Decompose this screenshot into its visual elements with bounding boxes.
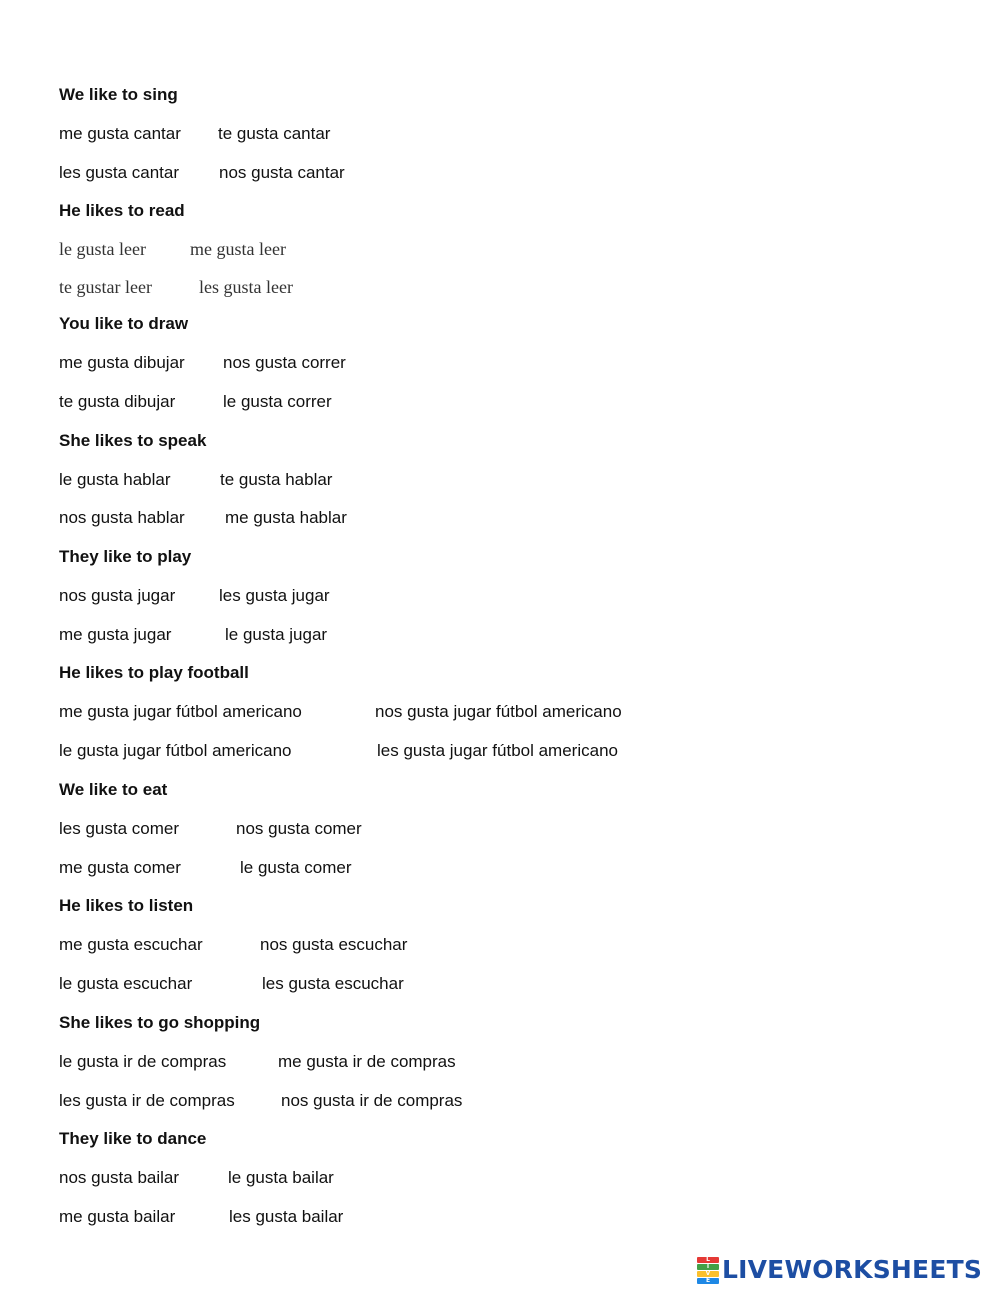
answer-option[interactable]: nos gusta escuchar	[260, 935, 408, 954]
answer-option[interactable]: nos gusta correr	[223, 353, 346, 372]
logo-block: V	[697, 1271, 719, 1277]
answer-option[interactable]: nos gusta jugar	[59, 586, 176, 605]
logo-block: L	[697, 1257, 719, 1263]
answer-option[interactable]: me gusta escuchar	[59, 935, 203, 954]
exercise-heading: She likes to go shopping	[59, 1013, 261, 1032]
liveworksheets-logo	[697, 1256, 982, 1284]
answer-option[interactable]: me gusta hablar	[225, 508, 347, 527]
answer-option[interactable]: nos gusta ir de compras	[281, 1091, 463, 1110]
exercise-heading: He likes to play football	[59, 663, 249, 682]
answer-option[interactable]: me gusta dibujar	[59, 353, 185, 372]
answer-option[interactable]: les gusta ir de compras	[59, 1091, 235, 1110]
logo-block: I	[697, 1264, 719, 1270]
answer-option[interactable]: me gusta jugar	[59, 625, 172, 644]
answer-option[interactable]: nos gusta comer	[236, 819, 362, 838]
exercise-heading: She likes to speak	[59, 431, 207, 450]
logo-blocks-icon	[697, 1257, 719, 1283]
answer-option[interactable]: les gusta comer	[59, 819, 179, 838]
answer-option[interactable]: le gusta correr	[223, 392, 332, 411]
answer-option[interactable]: me gusta leer	[190, 239, 286, 259]
answer-option[interactable]: nos gusta cantar	[219, 163, 345, 182]
answer-option[interactable]: te gustar leer	[59, 277, 152, 297]
answer-option[interactable]: nos gusta hablar	[59, 508, 185, 527]
answer-option[interactable]: te gusta cantar	[218, 124, 331, 143]
answer-option[interactable]: le gusta jugar fútbol americano	[59, 741, 292, 760]
answer-option[interactable]: le gusta jugar	[225, 625, 328, 644]
answer-option[interactable]: les gusta bailar	[229, 1207, 344, 1226]
answer-option[interactable]: les gusta cantar	[59, 163, 180, 182]
answer-option[interactable]: le gusta escuchar	[59, 974, 193, 993]
exercise-heading: They like to dance	[59, 1129, 207, 1148]
answer-option[interactable]: les gusta leer	[199, 277, 293, 297]
answer-option[interactable]: me gusta bailar	[59, 1207, 176, 1226]
exercise-heading: You like to draw	[59, 314, 189, 333]
exercise-heading: We like to sing	[59, 85, 178, 104]
answer-option[interactable]: te gusta hablar	[220, 470, 333, 489]
answer-option[interactable]: nos gusta jugar fútbol americano	[375, 702, 622, 721]
answer-option[interactable]: le gusta leer	[59, 239, 146, 259]
answer-option[interactable]: les gusta jugar fútbol americano	[377, 741, 618, 760]
answer-option[interactable]: les gusta escuchar	[262, 974, 404, 993]
answer-option[interactable]: me gusta comer	[59, 858, 181, 877]
answer-option[interactable]: me gusta jugar fútbol americano	[59, 702, 302, 721]
exercise-heading: He likes to listen	[59, 896, 194, 915]
answer-option[interactable]: le gusta hablar	[59, 470, 171, 489]
logo-block: E	[697, 1278, 719, 1284]
exercise-heading: He likes to read	[59, 201, 185, 220]
answer-option[interactable]: le gusta bailar	[228, 1168, 334, 1187]
exercise-heading: They like to play	[59, 547, 192, 566]
answer-option[interactable]: nos gusta bailar	[59, 1168, 180, 1187]
answer-option[interactable]: les gusta jugar	[219, 586, 330, 605]
answer-option[interactable]: le gusta comer	[240, 858, 352, 877]
answer-option[interactable]: te gusta dibujar	[59, 392, 176, 411]
answer-option[interactable]: me gusta cantar	[59, 124, 181, 143]
answer-option[interactable]: me gusta ir de compras	[278, 1052, 456, 1071]
answer-option[interactable]: le gusta ir de compras	[59, 1052, 227, 1071]
logo-text: LIVEWORKSHEETS	[722, 1255, 983, 1284]
exercise-heading: We like to eat	[59, 780, 168, 799]
